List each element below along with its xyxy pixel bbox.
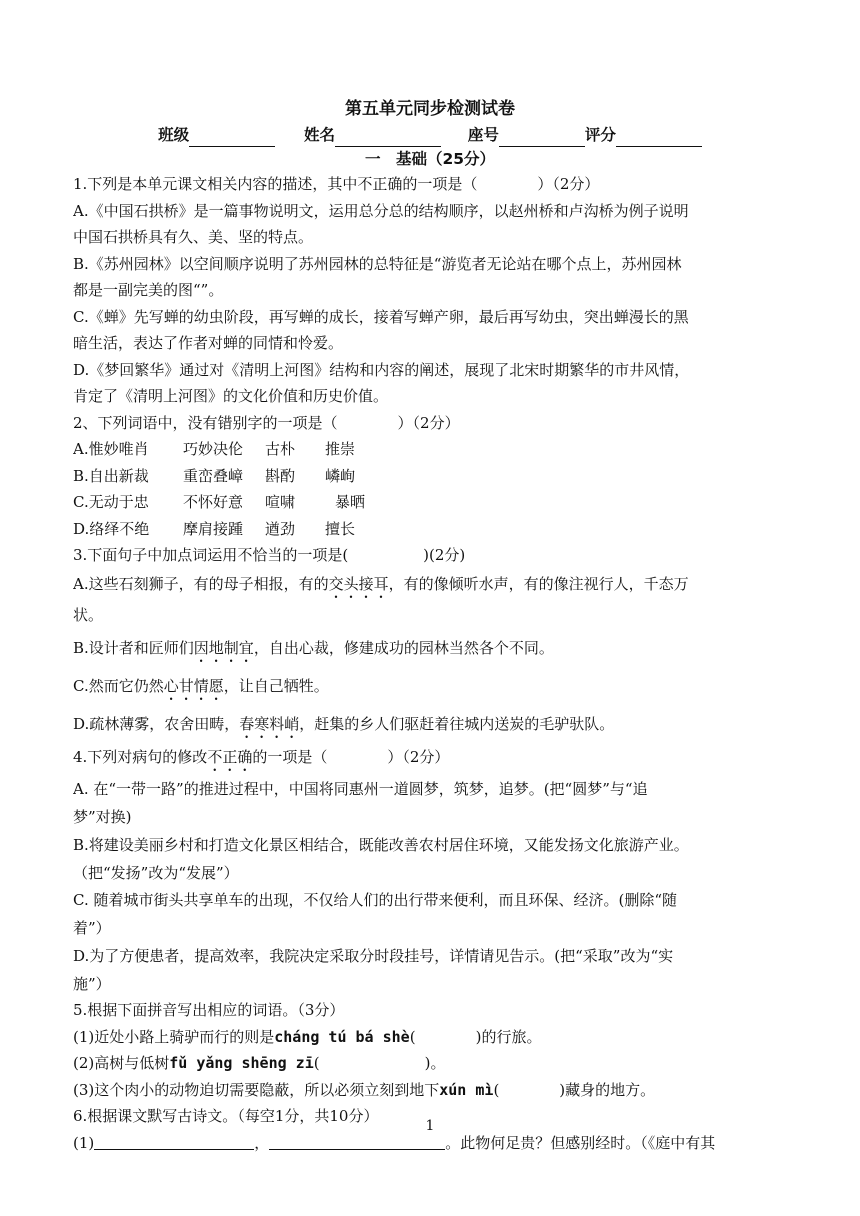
q3-a-dotted-word: 交头接耳 — [328, 574, 389, 593]
q2-option-c — [73, 489, 787, 516]
q1-option-d-line1: D.《梦回繁华》通过对《清明上河图》结构和内容的阐述，展现了北宋时期繁华的市井风情， — [73, 360, 690, 379]
q2-option-a — [73, 436, 787, 463]
q3-stem: 3.下面句子中加点词运用不恰当的一项是( )(2分) — [73, 546, 466, 564]
q1-option-a-line2: 中国石拱桥具有久、美、坚的特点。 — [73, 228, 314, 246]
seat-blank — [499, 129, 585, 147]
q2-b-word3: 斟酌 — [265, 466, 296, 485]
q5-3-post: 藏身的地方。 — [565, 1080, 656, 1099]
q4-option-a-line2: 梦”对换) — [73, 808, 132, 826]
q2-a-word2: 巧妙决伦 — [183, 440, 244, 458]
q2-c-word4: 暴晒 — [335, 493, 366, 511]
q2-d-word4: 擅长 — [325, 519, 356, 538]
q5-1-answer-blank[interactable]: ( ) — [409, 1027, 482, 1046]
q3-a-pre: A.这些石刻狮子，有的母子相报，有的 — [73, 574, 329, 593]
q4-stem-dotted: 不正确 — [207, 748, 253, 766]
q1-option-c-line2: 暗生活，表达了作者对蝉的同情和怜爱。 — [73, 334, 344, 352]
q2-c-word3: 喧啸 — [265, 493, 296, 511]
q5-1-text: (1)近处小路上骑驴而行的则是 — [73, 1027, 275, 1046]
q4-option-d-line2: 施”） — [73, 974, 111, 993]
score-label: 评分 — [584, 126, 616, 144]
q2-a-word1: A.惟妙唯肖 — [73, 440, 149, 458]
class-label: 班级 — [158, 126, 190, 144]
q6-1-label: (1) — [73, 1133, 95, 1152]
q5-2-answer-blank[interactable]: ( ) — [313, 1054, 431, 1072]
q5-3-text: (3)这个肉小的动物迫切需要隐蔽，所以必须立刻到地下 — [73, 1080, 440, 1099]
q3-option-a — [73, 569, 787, 602]
q3-d-post: ，赶集的乡人们驱赶着往城内送炭的毛驴驮队。 — [299, 715, 615, 733]
q4-option-d-line1: D.为了方便患者，提高效率，我院决定采取分时段挂号，详情请见告示。(把“采取”改为“实 — [73, 946, 674, 965]
q3-option-a-cont: 状。 — [73, 605, 104, 624]
q3-c-post: ，让自己牺牲。 — [223, 677, 329, 695]
exam-content — [73, 95, 787, 1156]
q3-b-dotted-word: 因地制宜 — [193, 639, 254, 657]
class-blank — [189, 129, 275, 147]
q3-a-post: ，有的像倾听水声，有的像注视行人，千态万 — [388, 574, 689, 593]
q5-stem: 5.根据下面拼音写出相应的词语。（3分） — [73, 1001, 345, 1019]
q2-b-word2: 重峦叠嶂 — [183, 466, 244, 485]
q2-a-word3: 古朴 — [265, 440, 296, 458]
q5-2-post: 。 — [430, 1054, 446, 1072]
q2-b-word4: 嶙峋 — [325, 466, 356, 485]
q3-c-dotted-word: 心甘情愿 — [163, 677, 224, 695]
q2-d-word1: D.络绎不绝 — [73, 519, 150, 538]
q1-option-b-line1: B.《苏州园林》以空间顺序说明了苏州园林的总特征是“游览者无论站在哪个点上，苏州园林 — [73, 254, 682, 273]
q4-stem-pre: 4.下列对病句的修改 — [73, 748, 208, 766]
q1-stem: 1.下列是本单元课文相关内容的描述，其中不正确的一项是（ ）（2分） — [73, 175, 600, 193]
q2-option-b — [73, 463, 787, 490]
seat-label: 座号 — [467, 126, 499, 144]
q6-1-blank-a[interactable] — [94, 1132, 254, 1150]
q5-2-text: (2)高树与低树 — [73, 1054, 170, 1072]
student-info-line — [73, 123, 787, 147]
q3-c-pre: C.然而它仍然 — [73, 677, 164, 695]
q3-b-post: ，自出心裁，修建成功的园林当然各个不同。 — [253, 639, 554, 657]
q4-option-c-line1: C. 随着城市街头共享单车的出现，不仅给人们的出行带来便利，而且环保、经济。(删除“随 — [73, 891, 678, 909]
q6-1-blank-b[interactable] — [269, 1132, 445, 1150]
page-title: 第五单元同步检测试卷 — [345, 99, 515, 119]
section-heading: 一 基础（25分） — [364, 150, 496, 168]
q2-d-word3: 遒劲 — [265, 519, 296, 538]
q4-option-a-line1: A. 在“一带一路”的推进过程中，中国将同惠州一道圆梦，筑梦，追梦。(把“圆梦”与“追 — [73, 780, 648, 798]
name-blank — [335, 129, 441, 147]
q1-option-a-line1: A.《中国石拱桥》是一篇事物说明文，运用总分总的结构顺序，以赵州桥和卢沟桥为例子说明 — [73, 201, 689, 220]
q6-1-sep: ， — [254, 1133, 270, 1152]
q4-stem — [73, 742, 787, 775]
q2-c-word1: C.无动于忠 — [73, 493, 149, 511]
q5-2-pinyin: fǔ yǎng shēng zī — [169, 1054, 314, 1072]
q2-d-word2: 摩肩接踵 — [183, 519, 244, 538]
q3-option-b — [73, 633, 787, 666]
q4-option-b-line1: B.将建设美丽乡村和打造文化景区相结合，既能改善农村居住环境，又能发扬文化旅游产业。 — [73, 835, 689, 854]
q1-option-c-line1: C.《蝉》先写蝉的幼虫阶段，再写蝉的成长，接着写蝉产卵，最后再写幼虫，突出蝉漫长的黑 — [73, 307, 689, 326]
q4-option-c-line2: 着”） — [73, 919, 111, 937]
q5-item1 — [73, 1024, 787, 1051]
q4-option-b-line2: （把“发扬”改为“发展”） — [73, 863, 239, 882]
q5-item2 — [73, 1050, 787, 1077]
q3-b-pre: B.设计者和匠师们 — [73, 639, 194, 657]
page-number: 1 — [425, 1118, 435, 1134]
q3-option-c — [73, 671, 787, 704]
q1-option-d-line2: 肯定了《清明上河图》的文化价值和历史价值。 — [73, 387, 389, 405]
q2-b-word1: B.自出新裁 — [73, 466, 149, 485]
q4-stem-post: 的一项是（ ）（2分） — [252, 748, 450, 766]
q6-1-post: 。此物何足贵？但感别经时。（《庭中有其 — [445, 1133, 716, 1152]
q2-stem: 2、下列词语中，没有错别字的一项是（ ）（2分） — [73, 413, 460, 432]
score-blank — [616, 129, 702, 147]
q3-d-dotted-word: 春寒料峭 — [239, 715, 300, 733]
q3-d-pre: D.疏林薄雾，农舍田畴， — [73, 715, 240, 733]
q2-c-word2: 不怀好意 — [183, 493, 244, 511]
q5-3-pinyin: xún mì — [439, 1080, 494, 1099]
q3-option-d — [73, 709, 787, 742]
q5-1-pinyin: cháng tú bá shè — [274, 1027, 410, 1046]
q5-item3 — [73, 1077, 787, 1104]
q6-stem: 6.根据课文默写古诗文。（每空1分，共10分） — [73, 1107, 379, 1125]
q5-3-answer-blank[interactable]: ( ) — [493, 1080, 566, 1099]
q5-1-post: 的行旅。 — [481, 1027, 542, 1046]
q1-option-b-line2: 都是一副完美的图“”。 — [73, 281, 224, 299]
name-label: 姓名 — [303, 126, 335, 144]
q2-a-word4: 推崇 — [325, 440, 356, 458]
q2-option-d — [73, 516, 787, 543]
